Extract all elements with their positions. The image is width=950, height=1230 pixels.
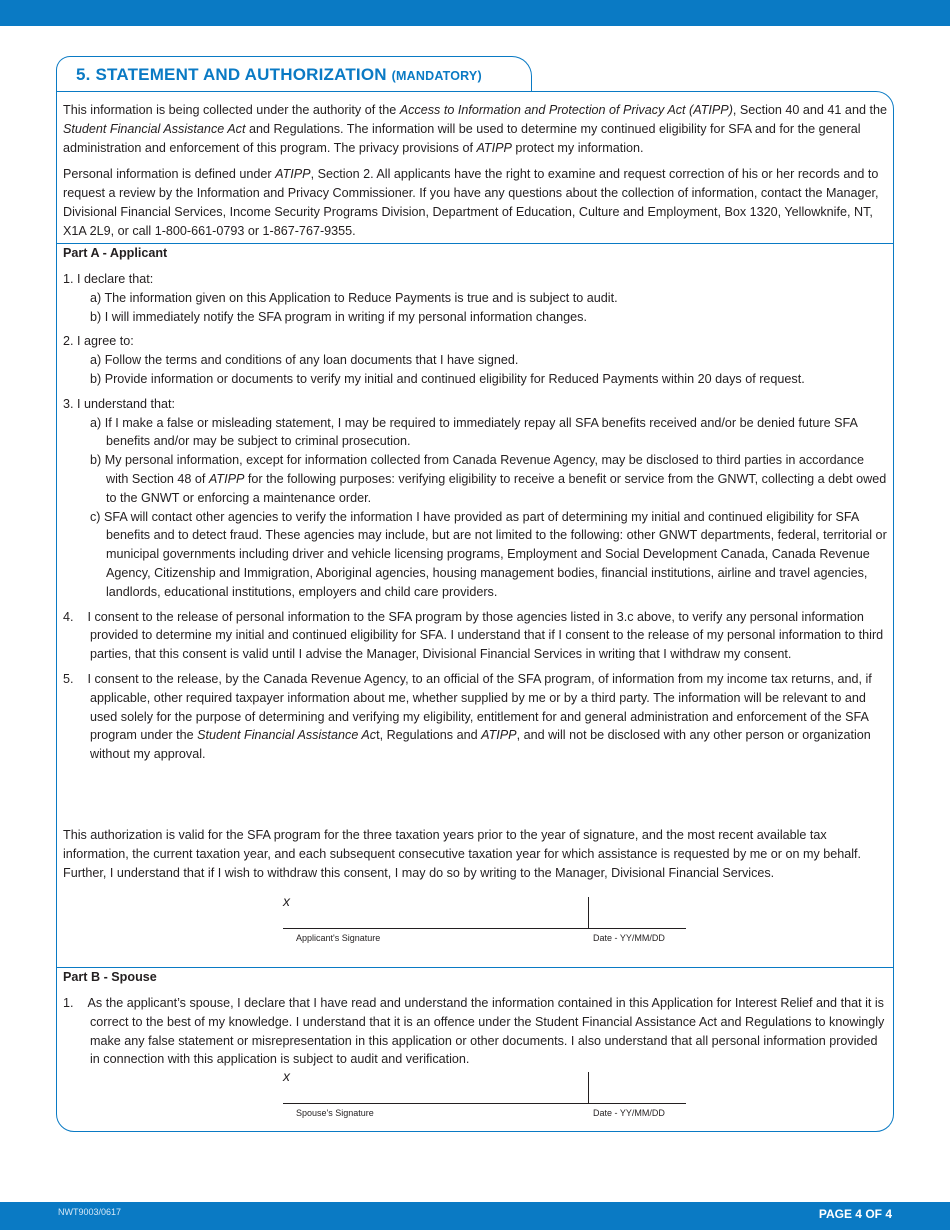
list-item-4: 4. I consent to the release of personal information to the SFA program by those agencies listed in 3.c above, to verify any personal information provided to determine my initial and continued eligibility for SFA. I understand that if I consent to the release of my personal information to third parties, that this consent is valid until I advise the Manager, Divisional Financial Services in writing that I withdraw my consent. [63,609,884,662]
part-b-heading: Part B - Spouse [63,970,157,984]
part-b-text [63,994,887,1069]
list-item-2: 2. I agree to: a) Follow the terms and conditions of any loan documents that I have signed. b) Provide information or documents to verify my initial and continued eligibility for Reduced Payments within 20 days of request. [63,334,805,386]
footer-bar [0,1202,950,1230]
spouse-signature-field[interactable] [283,1068,686,1104]
section-title-text: 5. STATEMENT AND AUTHORIZATION [76,65,387,84]
spouse-signature-label: Spouse's Signature [296,1108,374,1118]
signature-x-mark: x [283,1068,290,1084]
section-title-mandatory: (MANDATORY) [391,69,482,83]
signature-x-mark: x [283,893,290,909]
list-item-3: 3. I understand that: a) If I make a false or misleading statement, I may be required to immediately repay all SFA benefits received and/or be denied future SFA benefits and/or may be subject to criminal prosecution. b) My personal information, except for information collected from Canada Revenue Agency, may be disclosed to third parties in accordance with Section 48 of ATIPP for the following purposes: verifying eligibility to receive a benefit or service from the GNWT, collecting a debt owed to the GNWT or enforcing a maintenance order. c) SFA will contact other agencies to verify the information I have provided as part of determining my initial and continued eligibility for SFA benefits and to detect fraud. These agencies may include, but are not limited to the following: other GNWT departments, federal, territorial or municipal governments including driver and vehicle licensing programs, Employment and Social Development Canada, Canada Revenue Agency, Citizenship and Immigration, Aboriginal agencies, housing management bodies, financial institutions, airline and travel agencies, landlords, educational institutions, employers and child care providers. [63,396,887,599]
top-banner [0,0,950,26]
authorization-text: This authorization is valid for the SFA program for the three taxation years prior to the year of signature, and the most recent available tax information, the current taxation year, and each subsequent consecutive taxation year for which assistance is requested by me or on my behalf. Further, I understand that if I wish to withdraw this consent, I may do so by writing to the Manager, Divisional Financial Services. [63,828,862,880]
applicant-signature-field[interactable] [283,893,686,929]
intro-paragraph-1: This information is being collected under the authority of the Access to Information and Protection of Privacy Act (ATIPP), Section 40 and 41 and the Student Financial Assistance Act and Regulations. The information will be used to determine my continued eligibility for SFA and for the general administration and enforcement of this program. The privacy provisions of ATIPP protect my information. [63,103,887,155]
page-number: PAGE 4 OF 4 [818,1207,892,1221]
spouse-date-label: Date - YY/MM/DD [593,1108,665,1118]
signature-date-separator [588,1072,589,1104]
divider-part-b [56,967,894,968]
applicant-signature-label: Applicant's Signature [296,933,381,943]
list-item-1: 1. I declare that: a) The information given on this Application to Reduce Payments is true and is subject to audit. b) I will immediately notify the SFA program in writing if my personal information changes. [63,272,618,324]
section-title [76,65,482,85]
divider-part-a [56,243,894,244]
part-a-heading: Part A - Applicant [63,246,168,260]
spouse-declaration: 1. As the applicant’s spouse, I declare that I have read and understand the information contained in this Application for Interest Relief and that it is correct to the best of my knowledge. I understand that it is an offence under the Student Financial Assistance Act and Regulations to knowingly make any false statement or misrepresentation in this application or other documents. I also understand that all personal information provided in connection with this application is subject to audit and verification. [63,996,885,1067]
form-code: NWT9003/0617 [58,1207,122,1217]
intro-text [63,101,887,241]
list-item-5: 5. I consent to the release, by the Canada Revenue Agency, to an official of the SFA program, of information from my income tax returns, and, if applicable, other required taxpayer information about me, whether supplied by me or by a third party. The information will be relevant to and used solely for the purpose of determining and verifying my eligibility, entitlement for and general administration and enforcement of the SFA program under the Student Financial Assistance Act, Regulations and ATIPP, and will not be disclosed with any other person or organization without my approval. [63,671,872,762]
intro-paragraph-2: Personal information is defined under ATIPP, Section 2. All applicants have the right to examine and request correction of his or her records and to request a review by the Information and Privacy Commissioner. If you have any questions about the collection of information, contact the Manager, Divisional Financial Services, Income Security Programs Division, Department of Education, Culture and Employment, Box 1320, Yellowknife, NT, X1A 2L9, or call 1-800-661-0793 or 1-867-767-9355. [63,167,879,238]
signature-date-separator [588,897,589,929]
part-a-list [63,270,887,770]
applicant-date-label: Date - YY/MM/DD [593,933,665,943]
